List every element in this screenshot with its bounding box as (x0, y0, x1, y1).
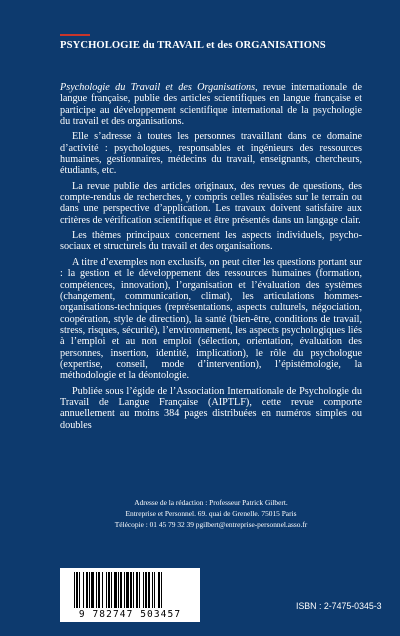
barcode-bar (145, 572, 147, 608)
barcode-bar (130, 572, 132, 608)
barcode-bar (76, 572, 78, 608)
barcode-bar (154, 572, 155, 608)
barcode-bar (89, 572, 90, 608)
barcode-bar (91, 572, 94, 608)
barcode-bar (114, 572, 117, 608)
address-line: Adresse de la rédaction : Professeur Patrick Gilbert. (134, 498, 288, 507)
description-text (60, 82, 362, 435)
barcode-bar (98, 572, 100, 608)
barcode-number: 9 782747 503457 (78, 609, 182, 620)
address-line: Entreprise et Personnel. 69. quai de Grenelle. 75015 Paris (125, 509, 297, 518)
intro-text: , revue internationale de langue française, publie des articles scientifiques en langue française et participe au développement scientifique international de la psychologie du travail et des organisations. (60, 82, 362, 128)
barcode-bar (126, 572, 129, 608)
barcode-bar (152, 572, 153, 608)
barcode-bar (118, 572, 119, 608)
barcode-bar (136, 572, 138, 608)
content-paragraph: La revue publie des articles originaux, des revues de questions, des compte-rendus de recherches, y compris celles réalisées sur le terrain ou dans une perspective d’application. Les travaux doivent satisfaire aux critères de vérification scientifique et être présentés dans un langage clair. (60, 180, 362, 226)
barcode-bar (83, 572, 84, 608)
isbn: ISBN : 2-7475-0345-3 (296, 601, 382, 611)
barcode (60, 568, 200, 622)
barcode-bar (139, 572, 140, 608)
barcode-bar (124, 572, 125, 608)
audience-paragraph: Elle s’adresse à toutes les personnes travaillant dans ce domaine d’activité : psychologues, responsables et ingénieurs des ressources humaines, gestionnaires, médecins du travail, enseignants, chercheurs, étudiants, etc. (60, 131, 362, 177)
journal-title: PSYCHOLOGIE du TRAVAIL et des ORGANISATIONS (60, 40, 326, 51)
barcode-bar (74, 572, 75, 608)
publisher-paragraph: Publiée sous l’égide de l’Association Internationale de Psychologie du Travail de Langue Française (AIPTLF), cette revue comporte annuellement au moins 384 pages distribuées en numéros simples ou doubles (60, 385, 362, 431)
barcode-bars (74, 572, 186, 608)
barcode-bar (79, 572, 80, 608)
barcode-bar (143, 572, 144, 608)
barcode-bar (108, 572, 110, 608)
themes-paragraph: Les thèmes principaux concernent les aspects individuels, psycho-sociaux et structurels du travail et des organisations. (60, 230, 362, 253)
address-line: Télécopie : 01 45 79 32 39 pgilbert@entreprise-personnel.asso.fr (114, 520, 308, 529)
barcode-bar (111, 572, 112, 608)
barcode-bar (161, 572, 162, 608)
editorial-address (60, 497, 362, 530)
barcode-bar (120, 572, 122, 608)
barcode-bar (133, 572, 134, 608)
intro-journal-name: Psychologie du Travail et des Organisations (60, 82, 256, 93)
accent-rule (60, 34, 90, 36)
barcode-bar (148, 572, 150, 608)
intro-paragraph (60, 82, 362, 127)
barcode-bar (96, 572, 97, 608)
barcode-bar (106, 572, 107, 608)
barcode-bar (102, 572, 103, 608)
barcode-bar (86, 572, 88, 608)
barcode-bar (158, 572, 160, 608)
examples-paragraph: A titre d’exemples non exclusifs, on peut citer les questions portant sur : la gestion et le développement des ressources humaines (formation, compétences, innovation), l’organisation et l’évaluation des systèmes (changement, communication, climat), les articulations hommes-organisations-techniques (représentations, aspects culturels, négociation, coopération, style de direction), la santé (bien-être, conditions de travail, stress, risques, sécurité), l’environnement, les aspects psychologiques liés à l’emploi et au non emploi (sélection, orientation, évaluation des personnes, insertion, identité, implication), le rôle du psychologue (expertise, conseil, mode d’intervention), l’épistémologie, la méthodologie et la déontologie. (60, 256, 362, 382)
